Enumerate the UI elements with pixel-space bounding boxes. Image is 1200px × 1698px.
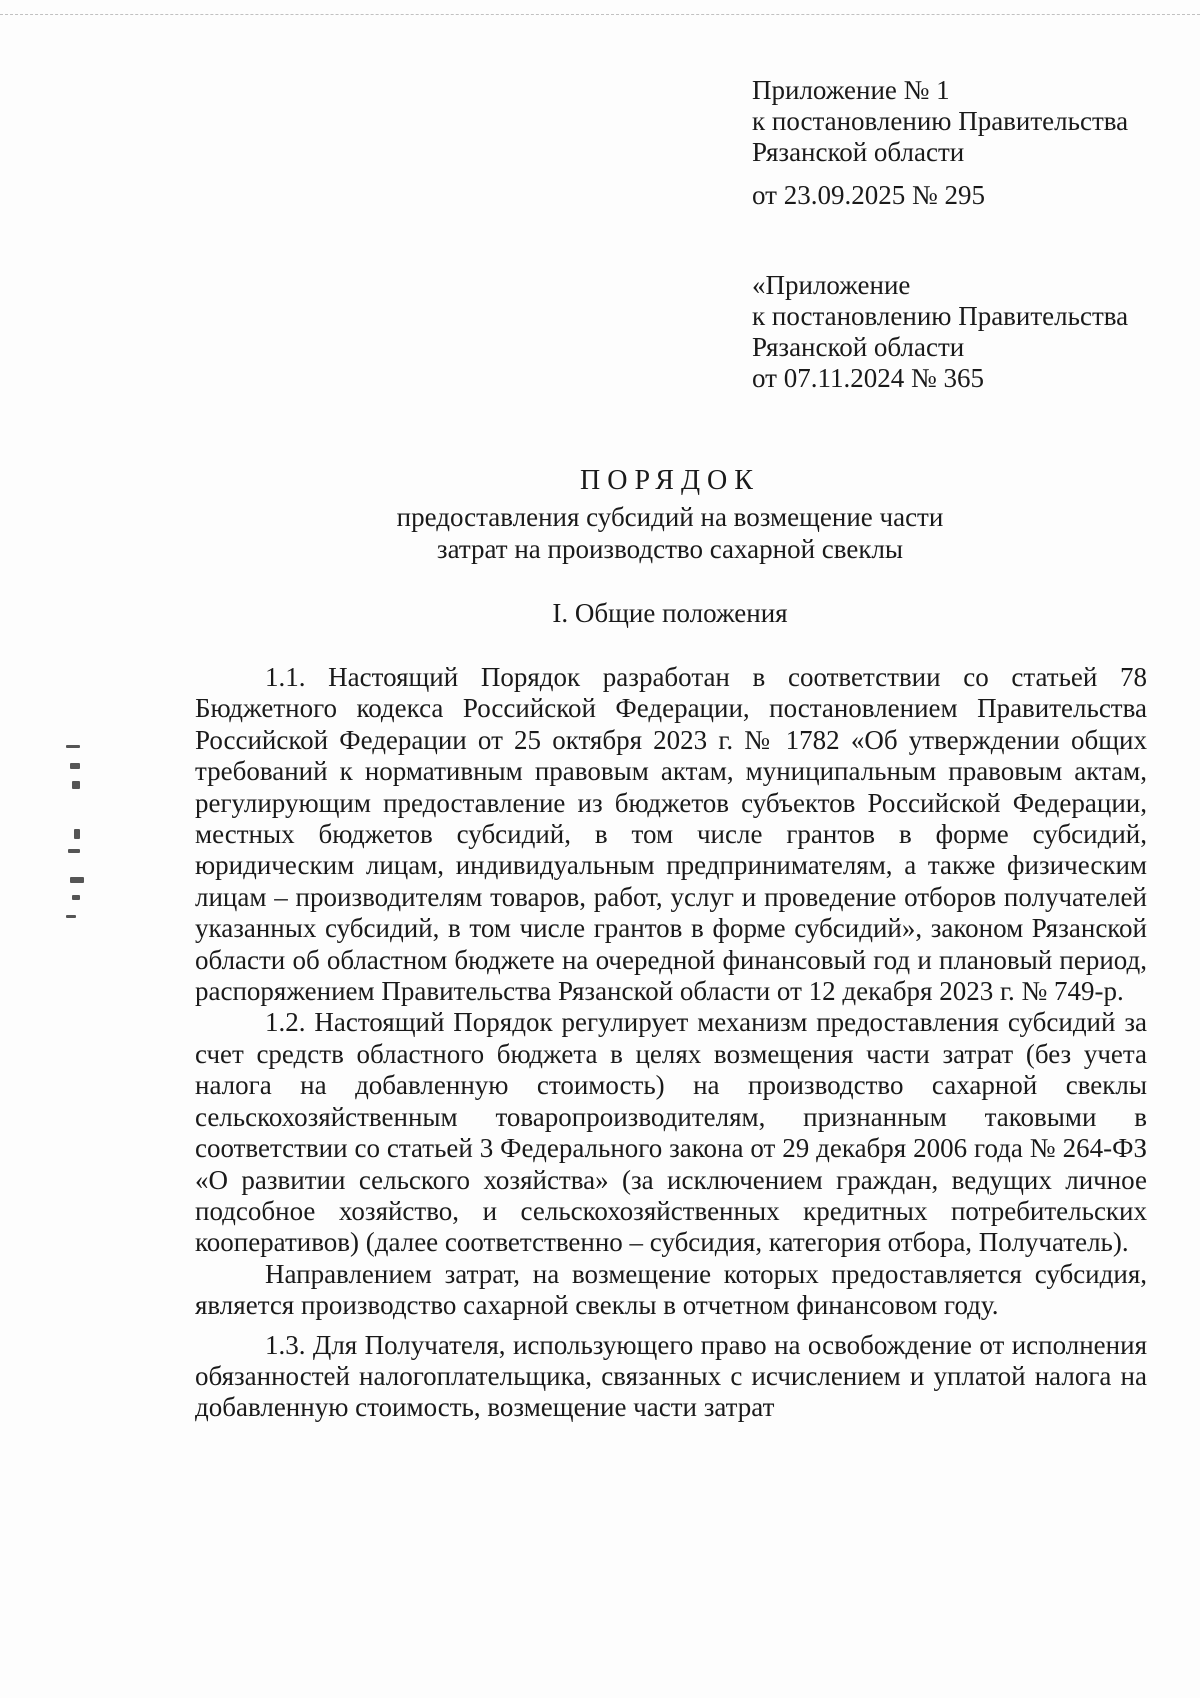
document-title: ПОРЯДОК <box>580 465 760 496</box>
paragraph-1-2: 1.2. Настоящий Порядок регулирует механизм предоставления субсидий за счет средств областного бюджета в целях возмещения части затрат (без учета налога на добавленную стоимость) на производство сахарной свеклы сельскохозяйственным товаропроизводителям, признанным таковыми в соответствии со статьей 3 Федерального закона от 29 декабря 2006 года № 264-ФЗ «О развитии сельского хозяйства» (за исключением граждан, ведущих личное подсобное хозяйство, и сельскохозяйственных кредитных потребительских кооперативов) (далее соответственно – субсидия, категория отбора, Получатель). <box>195 1007 1147 1258</box>
paragraph-1-1: 1.1. Настоящий Порядок разработан в соответствии со статьей 78 Бюджетного кодекса Российской Федерации, постановлением Правительства Российской Федерации от 25 октября 2023 г. № 1782 «Об утверждении общих требований к нормативным правовым актам, муниципальным правовым актам, регулирующим предоставление из бюджетов субъектов Российской Федерации, местных бюджетов субсидий, в том числе грантов в форме субсидий, юридическим лицам, индивидуальным предпринимателям, а также физическим лицам – производителям товаров, работ, услуг и проведение отборов получателей указанных субсидий, в том числе грантов в форме субсидий», законом Рязанской области об областном бюджете на очередной финансовый год и плановый период, распоряжением Правительства Рязанской области от 12 декабря 2023 г. № 749-р. <box>195 662 1147 1007</box>
scan-speck <box>68 849 80 853</box>
scan-speck <box>72 895 80 900</box>
document-subtitle-line: затрат на производство сахарной свеклы <box>436 534 904 564</box>
appendix-region: Рязанской области <box>752 137 965 167</box>
appendix-date: от 07.11.2024 № 365 <box>752 363 984 393</box>
scan-margin-marks <box>60 745 100 945</box>
appendix-reference: к постановлению Правительства <box>752 106 1129 136</box>
paragraph-1-3: 1.3. Для Получателя, использующего право на освобождение от исполнения обязанностей налогоплательщика, связанных с исчислением и уплатой налога на добавленную стоимость, возмещение части затрат <box>195 1329 1147 1423</box>
scan-speck <box>70 877 84 883</box>
document-body <box>195 662 1147 1424</box>
appendix-label: «Приложение <box>752 270 911 300</box>
document-subtitle-line: предоставления субсидий на возмещение части <box>396 502 944 532</box>
section-heading: I. Общие положения <box>552 598 788 628</box>
appendix-date: от 23.09.2025 № 295 <box>752 180 985 210</box>
scan-speck <box>72 781 80 789</box>
scan-edge-line <box>0 14 1200 15</box>
appendix-reference: к постановлению Правительства <box>752 301 1129 331</box>
appendix-label: Приложение № 1 <box>752 75 950 105</box>
scan-speck <box>66 915 76 918</box>
scan-speck <box>70 763 80 769</box>
appendix-current-header <box>752 75 1128 211</box>
paragraph-cost-direction: Направлением затрат, на возмещение которых предоставляется субсидия, является производство сахарной свеклы в отчетном финансовом году. <box>195 1258 1147 1321</box>
appendix-region: Рязанской области <box>752 332 965 362</box>
scan-speck <box>66 745 80 748</box>
document-title-block <box>195 465 1145 565</box>
appendix-original-header <box>752 270 1128 394</box>
scan-speck <box>74 829 80 839</box>
